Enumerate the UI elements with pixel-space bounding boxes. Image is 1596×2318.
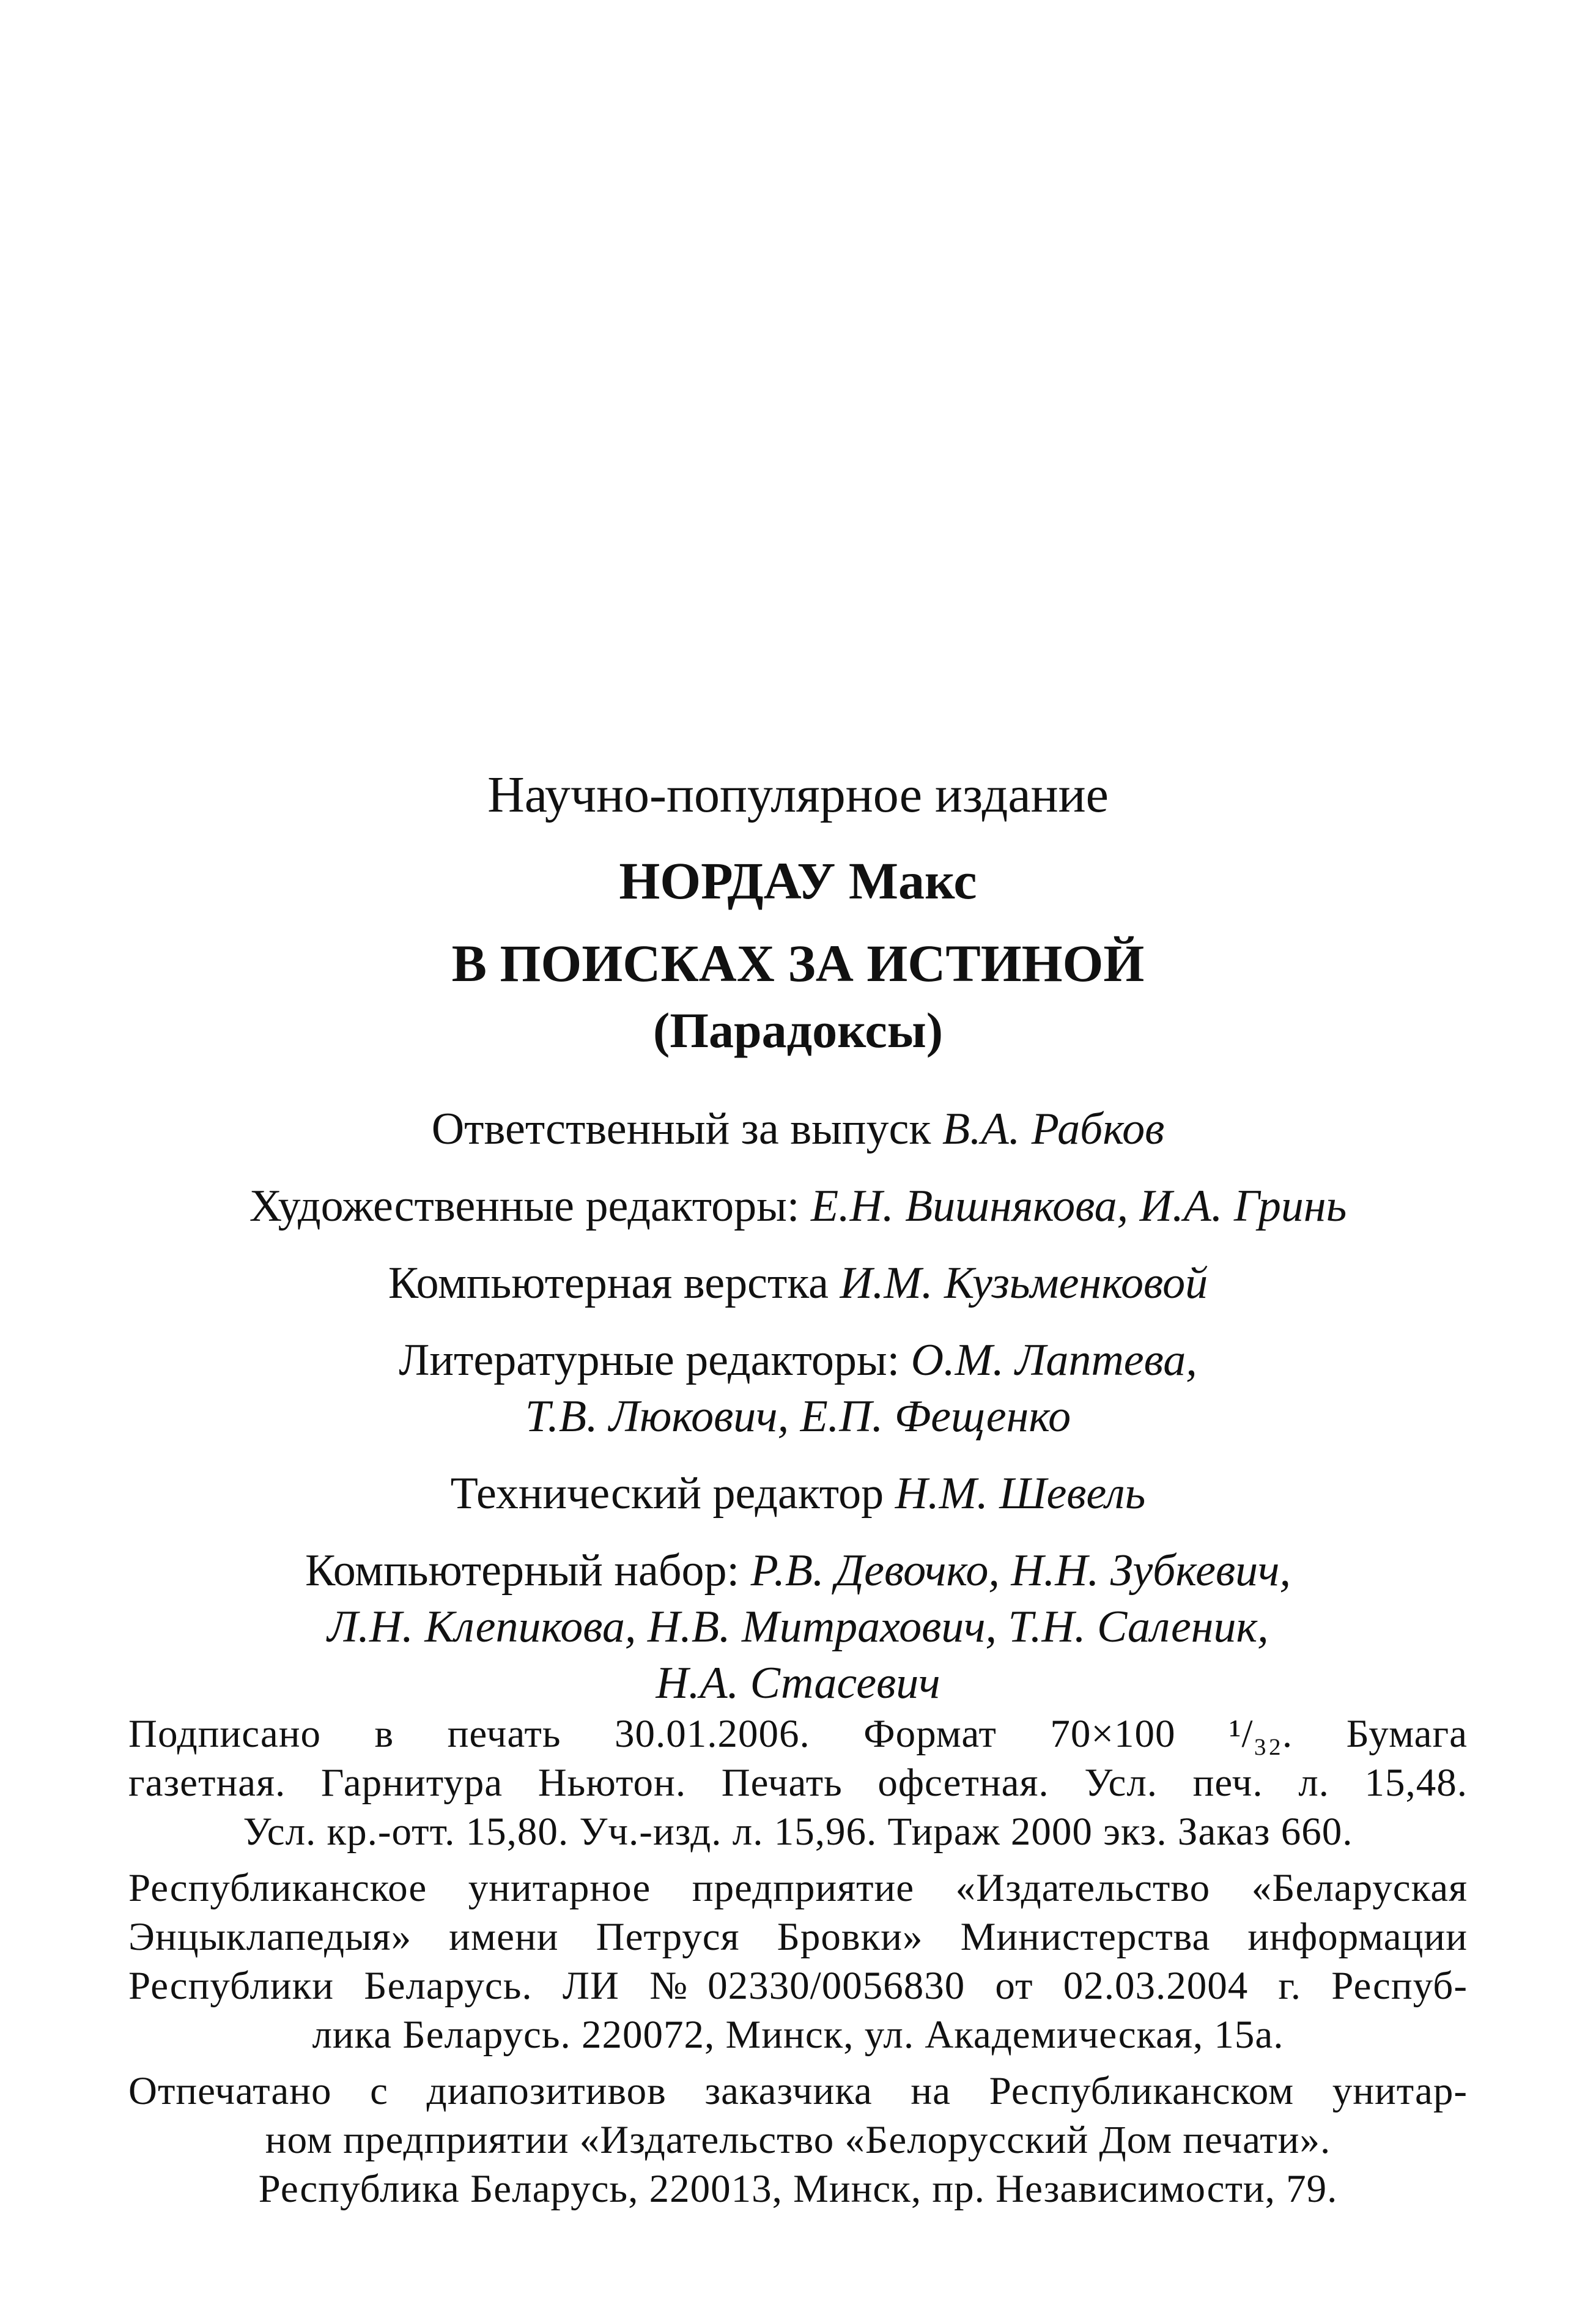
imprint-section [128, 1709, 1468, 2221]
printer-details [128, 2067, 1468, 2213]
author-name: НОРДАУ Макс [619, 851, 977, 910]
credit-name: Е.Н. Вишнякова, И.А. Гринь [810, 1181, 1347, 1231]
credit-name: Л.Н. Клепикова, Н.В. Митрахович, Т.Н. Саленик, [327, 1602, 1269, 1652]
credit-label: Компьютерный набор: [305, 1546, 740, 1596]
imprint-line: газетная. Гарнитура Ньютон. Печать офсетная. Усл. печ. л. 15,48. [128, 1761, 1468, 1805]
imprint-line: Энцыклапедыя» имени Петруся Бровки» Министерства информации [128, 1915, 1468, 1959]
credit-responsible [92, 1101, 1504, 1157]
imprint-line: Республики Беларусь. ЛИ №02330/0056830 от 02.03.2004 г. Респуб- [128, 1964, 1468, 2008]
credit-name: Т.В. Люкович, Е.П. Фещенко [525, 1391, 1071, 1442]
credits-section [92, 1101, 1504, 1732]
book-subtitle: (Парадоксы) [652, 1002, 944, 1058]
credit-typesetting [92, 1542, 1504, 1711]
edition-type: Научно-популярное издание [487, 766, 1109, 823]
imprint-line: Подписано в печать 30.01.2006. Формат 70×100 ¹/₃₂. Бумага [128, 1712, 1468, 1756]
imprint-line: Республика Беларусь, 220013, Минск, пр. Независимости, 79. [258, 2167, 1338, 2211]
print-details [128, 1709, 1468, 1856]
credit-name: Н.А. Стасевич [656, 1658, 940, 1708]
credit-name: Р.В. Девочко, Н.Н. Зубкевич, [750, 1546, 1291, 1596]
credit-name: О.М. Лаптева, [911, 1335, 1197, 1385]
credit-name: В.А. Рабков [942, 1104, 1165, 1154]
imprint-line: Республиканское унитарное предприятие «Издательство «Беларуская [128, 1866, 1468, 1910]
credit-label: Литературные редакторы: [399, 1335, 900, 1385]
credit-label: Компьютерная верстка [388, 1258, 829, 1308]
book-title: В ПОИСКАХ ЗА ИСТИНОЙ [451, 934, 1145, 993]
publisher-details [128, 1864, 1468, 2059]
imprint-line: лика Беларусь. 220072, Минск, ул. Академическая, 15а. [312, 2013, 1284, 2057]
credit-name: Н.М. Шевель [895, 1468, 1146, 1519]
credit-technical-editor [92, 1465, 1504, 1522]
imprint-line: Усл. кр.-отт. 15,80. Уч.-изд. л. 15,96. Тираж 2000 экз. Заказ 660. [243, 1810, 1353, 1854]
imprint-line: Отпечатано с диапозитивов заказчика на Республиканском унитар- [128, 2069, 1468, 2113]
credit-art-editors [92, 1178, 1504, 1234]
credit-label: Ответственный за выпуск [431, 1104, 931, 1154]
credit-label: Художественные редакторы: [249, 1181, 800, 1231]
credit-label: Технический редактор [450, 1468, 884, 1519]
credit-literary-editors [92, 1332, 1504, 1445]
imprint-line: ном предприятии «Издательство «Белорусский Дом печати». [265, 2118, 1331, 2162]
credit-name: И.М. Кузьменковой [840, 1258, 1208, 1308]
credit-layout [92, 1255, 1504, 1311]
